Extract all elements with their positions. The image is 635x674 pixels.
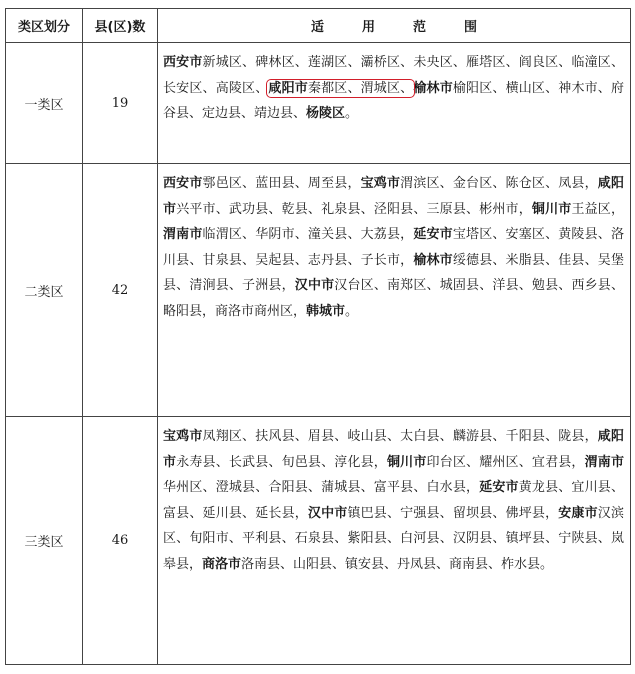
city-name: 汉中市 [294,278,335,293]
district-list: 洛南县、山阳县、镇安县、丹凤县、商南县、柞水县。 [241,556,554,572]
district-list: 汉台区、南郑区、城固县、洋县、勉县、西乡县、略阳县，商洛市商州区， [163,278,624,319]
table-header-row [6,9,631,43]
city-name: 宝鸡市 [360,176,401,191]
district-list: 秦都区、渭城区、 [307,80,414,96]
city-name: 韩城市 [306,303,346,319]
classification-table [5,8,631,665]
table-row [6,417,631,665]
header-scope: 适用范围 [158,9,631,43]
city-name: 渭南市 [163,227,203,242]
header-count: 县(区)数 [83,9,158,43]
category-cell: 一类区 [6,43,83,164]
city-name: 咸阳市 [268,80,308,96]
district-list: 。 [345,106,359,121]
scope-cell [158,417,631,665]
city-name: 汉中市 [307,505,348,521]
district-list: 宝塔区、安塞区、黄陵县、洛川县、甘泉县、吴起县、志丹县、子长市， [163,227,624,268]
district-list: 兴平市、武功县、乾县、礼泉县、泾阳县、三原县、彬州市， [176,201,532,217]
table-row [6,164,631,417]
count-cell: 42 [83,164,158,417]
district-list: 渭滨区、金台区、陈仓区、凤县， [400,176,598,191]
city-name: 铜川市 [531,201,572,217]
city-name: 延安市 [479,480,519,495]
header-category: 类区划分 [6,9,83,43]
district-list: 汉滨区、旬阳市、平利县、石泉县、紫阳县、白河县、汉阴县、镇坪县、宁陕县、岚皋县， [163,505,624,572]
city-name: 杨陵区 [306,106,346,121]
city-name: 榆林市 [413,252,453,268]
district-list: 榆阳区、横山区、神木市、府谷县、定边县、靖边县、 [163,80,624,121]
district-list: 华州区、澄城县、合阳县、蒲城县、富平县、白水县， [163,480,480,495]
scope-cell [158,43,631,164]
district-list: 新城区、碑林区、莲湖区、灞桥区、未央区、雁塔区、阎良区、临潼区、长安区、高陵区、 [163,55,624,96]
city-name: 安康市 [558,505,598,521]
city-name: 咸阳市 [163,429,624,470]
city-name: 渭南市 [584,454,624,470]
district-list: 印台区、耀州区、宜君县， [426,454,585,470]
city-name: 榆林市 [413,80,453,96]
district-list: 镇巴县、宁强县、留坝县、佛坪县， [347,505,559,521]
city-name: 商洛市 [202,556,242,572]
table-row [6,43,631,164]
district-list: 黄龙县、宜川县、富县、延川县、延长县， [163,480,624,521]
district-list: 永寿县、长武县、旬邑县、淳化县， [176,454,387,470]
scope-cell [158,164,631,417]
city-name: 宝鸡市 [163,429,203,444]
count-cell: 19 [83,43,158,164]
city-name: 铜川市 [386,454,427,470]
district-list: 凤翔区、扶风县、眉县、岐山县、太白县、麟游县、千阳县、陇县， [202,429,598,444]
highlight-box [268,81,413,96]
district-list: 临渭区、华阴市、潼关县、大荔县， [202,227,414,242]
city-name: 咸阳市 [163,176,624,217]
city-name: 西安市 [163,176,203,191]
district-list: 鄠邑区、蓝田县、周至县， [202,176,361,191]
category-cell: 三类区 [6,417,83,665]
city-name: 延安市 [413,227,453,242]
district-list: 。 [345,303,359,319]
category-cell: 二类区 [6,164,83,417]
count-cell: 46 [83,417,158,665]
district-list: 王益区， [571,201,624,217]
city-name: 西安市 [163,55,203,70]
district-list: 绥德县、米脂县、佳县、吴堡县、清涧县、子洲县， [163,252,624,293]
